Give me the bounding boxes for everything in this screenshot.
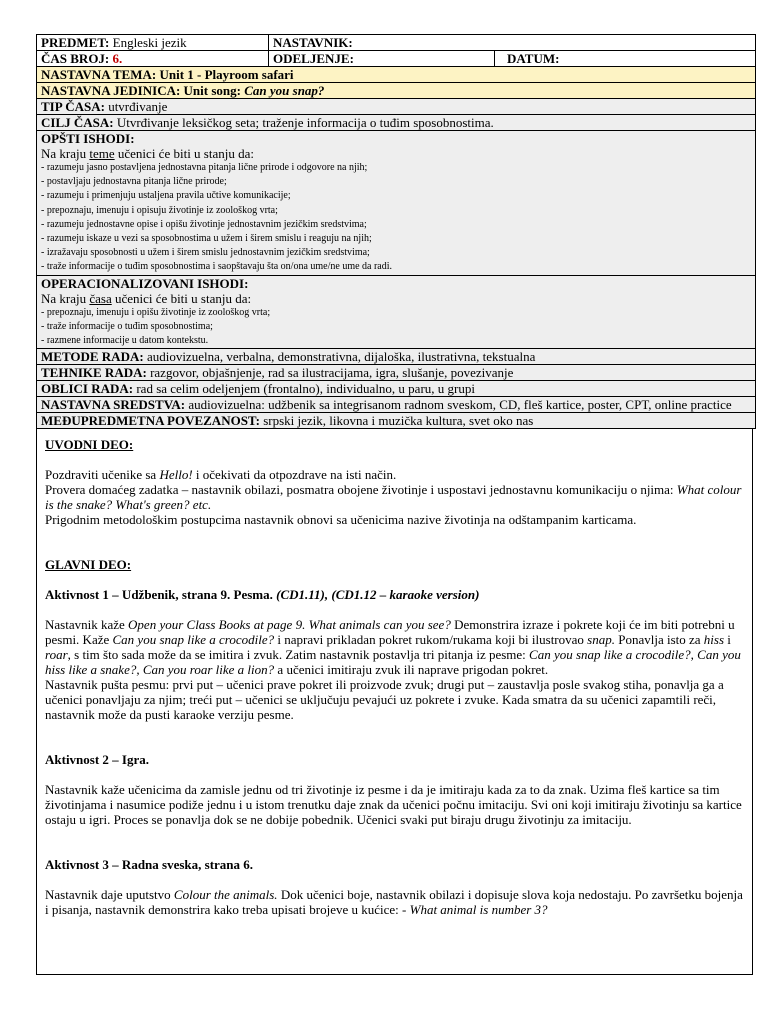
subject-label: PREDMET: [41,35,110,50]
intro-paragraph-greeting [45,467,744,482]
operational-intro-pre: Na kraju [41,290,90,306]
subject-cell [37,35,269,51]
class-row [37,51,756,67]
methods-label: METODE RADA: [41,349,144,365]
operational-intro-under: časa [89,290,112,306]
a1-text-f: , s tim što sada može da se imitira i zvuk. Zatim nastavnik postavlja tri pitanja iz pesme: [67,647,530,663]
a3-text-b: Dok učenici boje, nastavnik obilazi i dopisuje slova koja nedostaju. Po završetku bojenja i pisanja, nastavnik demonstrira kako treba upisati brojeve u kućice: [45,887,743,918]
lesson-body [36,429,753,975]
a1-text-g: a učenici imitiraju zvuk ili naprave prigodan pokret. [274,662,549,678]
a3-italic-2: - What animal is number 3? [402,902,548,918]
operational-item: - traže informacije o tuđim sposobnostima; [41,320,213,332]
operational-outcomes-row [37,275,756,349]
main-section-title: GLAVNI DEO: [45,557,132,573]
lesson-number-label: ČAS BROJ: [41,51,110,66]
intro-paragraph-homework [45,482,744,512]
teacher-cell [269,35,756,51]
a1-text-b: Demonstrira izraze i pokrete koji će im biti potrebni u pesmi. Kaže [45,617,735,648]
topic-value: Unit 1 - Playroom safari [159,67,294,82]
intro-p2-italic: What colour is the snake? What's green? etc. [45,482,742,513]
topic-label: NASTAVNA TEMA: [41,67,157,82]
techniques-row [37,365,756,381]
intro-paragraph-review: Prigodnim metodološkim postupcima nastavnik obnovi sa učenicima nazive životinja na odštampanim karticama. [45,512,637,528]
date-cell [495,51,756,67]
lesson-type-value: utvrđivanje [108,99,168,114]
activity-1-title-cd: (CD1.11), (CD1.12 – karaoke version) [276,587,480,603]
unit-value: Unit song: [183,83,241,98]
general-outcomes-intro-under: teme [89,146,115,161]
forms-value: rad sa celim odeljenjem (frontalno), individualno, u paru, u grupi [136,381,475,397]
outcome-item: - razumeju i primenjuju ustaljena pravila učtive komunikacije; [41,190,291,202]
techniques-label: TEHNIKE RADA: [41,365,147,381]
a1-text-a: Nastavnik kaže [45,617,129,633]
unit-row [37,83,756,99]
materials-value: audiovizuelna: udžbenik sa integrisanom radnom sveskom, CD, fleš kartice, poster, CPT, online practice [188,397,732,413]
subject-row [37,35,756,51]
a1-text-c: i napravi prikladan pokret rukom/rukama koji bi ilustrovao [274,632,588,648]
outcome-item: - razumeju iskaze u vezi sa sposobnostima u užem i širem smislu i reaguju na njih; [41,233,372,245]
a1-italic-5: roar [45,647,68,663]
activity-1-title-text: Aktivnost 1 – Udžbenik, strana 9. Pesma. [45,587,277,603]
correlation-row [37,413,756,429]
topic-row [37,67,756,83]
correlation-value: srpski jezik, likovna i muzička kultura, svet oko nas [263,413,534,429]
lesson-number-cell [37,51,269,67]
intro-p1-text: Pozdraviti učenike sa [45,467,160,483]
intro-p2-text: Provera domaćeg zadatka – nastavnik obilazi, posmatra obojene životinje i uspostavi jednostavnu komunikaciju o njima: [45,482,677,498]
a1-italic-2: Can you snap like a crocodile? [112,632,275,648]
teacher-label: NASTAVNIK: [273,35,353,50]
methods-cell [37,349,756,365]
techniques-cell [37,365,756,381]
methods-row [37,349,756,365]
a1-italic-6: Can you snap like a crocodile?, Can you hiss like a snake?, Can you roar like a lion? [45,647,741,678]
materials-row [37,397,756,413]
general-outcomes-intro [41,146,751,161]
general-outcomes-label: OPŠTI ISHODI: [41,131,135,146]
lesson-plan-page [36,34,755,975]
subject-value: Engleski jezik [112,35,187,50]
intro-p1-text-end: i očekivati da otpozdrave na isti način. [192,467,397,483]
correlation-cell [37,413,756,429]
a1-text-e: i [724,632,731,648]
a3-italic-1: Colour the animals. [173,887,278,903]
lesson-type-cell [37,99,756,115]
operational-intro-post: učenici će biti u stanju da: [111,290,252,306]
activity-1-title [45,587,744,602]
activity-2-paragraph: Nastavnik kaže učenicima da zamisle jednu od tri životinje iz pesme i da je imitiraju kada za to da znak. Uzima fleš kartice sa tim životinjama i nasumice podiže jednu i u istom trenutku daje znak da učenici počnu imitaciju. Svi oni koji imitiraju životinju sa kartice ostaju u igri. Proces se ponavlja dok se ne dobije pobednik. Učenici svaki put biraju drugu životinju za imitaciju. [45,782,742,828]
operational-item: - razmene informacije u datom kontekstu. [41,335,209,347]
a1-italic-4: hiss [703,632,725,648]
outcome-item: - postavljaju jednostavna pitanja lične prirode; [41,176,227,188]
activity-1-paragraph-1 [45,617,744,677]
forms-label: OBLICI RADA: [41,381,134,397]
class-group-label: ODELJENJE: [273,51,354,66]
activity-3-paragraph [45,887,744,917]
topic-cell [37,67,756,83]
correlation-label: MEĐUPREDMETNA POVEZANOST: [41,413,260,429]
unit-song-title: Can you snap? [244,83,325,98]
forms-row [37,381,756,397]
lesson-type-label: TIP ČASA: [41,99,105,114]
general-outcomes-intro-post: učenici će biti u stanju da: [114,146,254,161]
a1-italic-1: Open your Class Books at page 9. What animals can you see? [128,617,451,633]
general-outcomes-cell [37,131,756,276]
a1-italic-3: snap. [587,632,615,648]
outcome-item: - razumeju jednostavne opise i opišu životinje jednostavnim jezičkim sredstvima; [41,218,367,230]
operational-outcomes-cell [37,275,756,349]
activity-3-title: Aktivnost 3 – Radna sveska, strana 6. [45,857,254,873]
lesson-goal-value: Utvrđivanje leksičkog seta; traženje informacija o tuđim sposobnostima. [116,115,494,130]
general-outcomes-intro-pre: Na kraju [41,146,90,161]
outcome-item: - prepoznaju, imenuju i opisuju životinje iz zoološkog vrta; [41,204,278,216]
operational-item: - prepoznaju, imenuju i opišu životinje iz zoološkog vrta; [41,306,271,318]
forms-cell [37,381,756,397]
outcome-item: - traže informacije o tuđim sposobnostima i saopštavaju šta on/ona ume/ne ume da radi. [41,261,393,273]
lesson-goal-row [37,115,756,131]
lesson-type-row [37,99,756,115]
unit-label: NASTAVNA JEDINICA: [41,83,181,98]
lesson-goal-label: CILJ ČASA: [41,115,114,130]
activity-1-paragraph-2: Nastavnik pušta pesmu: prvi put – učenici prave pokret ili proizvode zvuk; drugi put – zaustavlja posle svakog stiha, ponavlja ga a učenici ponavljaju za njim; treći put – učenici se uključuju pevajući uz pokrete i zvuke. Kada smatra da su učenici zapamtili reči, nastavnik može da pusti karaoke verziju pesme. [45,677,724,723]
a3-text-a: Nastavnik daje uputstvo [45,887,174,903]
a1-text-d: Ponavlja isto za [614,632,704,648]
techniques-value: razgovor, objašnjenje, rad sa ilustracijama, igra, slušanje, povezivanje [150,365,514,381]
lesson-number-value: 6. [112,51,123,66]
unit-cell [37,83,756,99]
materials-label: NASTAVNA SREDSTVA: [41,397,186,413]
class-group-cell [269,51,495,67]
general-outcomes-row [37,131,756,276]
outcome-item: - razumeju jasno postavljena jednostavna pitanja lične prirode i odgovore na njih; [41,162,368,173]
lesson-goal-cell [37,115,756,131]
intro-p1-italic: Hello! [159,467,193,483]
activity-2-title: Aktivnost 2 – Igra. [45,752,150,768]
intro-section-title: UVODNI DEO: [45,437,134,453]
operational-outcomes-intro [41,291,751,306]
methods-value: audiovizuelna, verbalna, demonstrativna, dijaloška, ilustrativna, tekstualna [146,349,536,365]
date-label: DATUM: [507,51,560,66]
materials-cell [37,397,756,413]
lesson-header-table [36,34,756,429]
outcome-item: - izražavaju sposobnosti u užem i širem smislu jednostavnim jezičkim sredstvima; [41,247,370,259]
operational-outcomes-label: OPERACIONALIZOVANI ISHODI: [41,275,249,291]
